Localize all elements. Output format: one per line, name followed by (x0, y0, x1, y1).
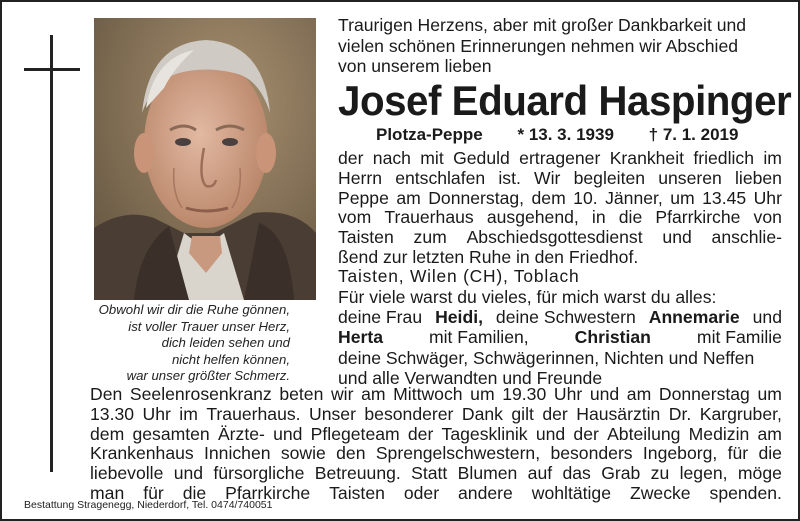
word: legen, (679, 463, 728, 484)
word: Trauerhaus. (206, 403, 301, 424)
word: Hausärztin (576, 403, 661, 424)
word: Mittwoch (393, 384, 463, 404)
word: dem (531, 187, 566, 208)
deceased-name: Josef Eduard Haspinger (338, 77, 792, 124)
word: andere (458, 482, 513, 503)
intro-line: Traurigen Herzens, aber mit großer Dankbarkeit und (338, 15, 747, 35)
word: für (727, 443, 749, 464)
word: wir (330, 384, 354, 404)
word: Krankheit (609, 148, 685, 168)
birth-date: * 13. 3. 1939 (517, 125, 614, 144)
poem-line: dich leiden sehen und (161, 335, 290, 351)
intro-text (338, 15, 782, 77)
word: und (589, 384, 620, 404)
text: deine Schwestern (491, 307, 641, 328)
word: Abteilung (607, 423, 681, 444)
word: Taisten (329, 482, 385, 503)
word: Taisten (338, 227, 394, 248)
word: der (407, 423, 434, 444)
word: und (535, 423, 566, 444)
name-heidi: Heidi, (435, 307, 483, 328)
word: im (763, 148, 782, 168)
word: Dank (461, 403, 503, 424)
word: besonderer (364, 403, 454, 424)
word: Medizin (688, 423, 750, 444)
family-line: deine Schwäger, Schwägerinnen, Nichten und Neffen (338, 347, 755, 368)
word: Dr. (668, 403, 692, 424)
life-dates (376, 125, 738, 145)
word: liebevolle (90, 463, 164, 484)
cross-icon (50, 35, 53, 472)
word: und (173, 463, 204, 484)
word: Ingeborg, (642, 443, 718, 464)
word: Sprengelschwestern, (375, 443, 541, 464)
word: Innichen (204, 443, 271, 464)
text-line (90, 425, 782, 445)
word: Blumen (457, 463, 518, 484)
poem-line: nicht helfen können, (171, 351, 290, 367)
word: Tagesklinik (441, 423, 528, 444)
word: die (182, 482, 207, 503)
word: und (273, 423, 303, 444)
intro-line: von unserem lieben (338, 56, 492, 76)
word: Pfarrkirche (655, 207, 741, 228)
word: Pflegeteam (310, 423, 400, 444)
word: Peppe (338, 187, 389, 208)
word: 13.45 (702, 187, 747, 208)
word: 19.30 (502, 384, 547, 404)
word: mit (420, 148, 444, 168)
word: begleiten (573, 167, 646, 188)
word: gilt (511, 403, 534, 424)
word: man (90, 482, 125, 503)
word: im (179, 403, 198, 424)
text-line (338, 149, 782, 169)
word: friedlich (693, 148, 754, 168)
word: lieben (735, 167, 782, 188)
word: nach (372, 148, 411, 168)
word: am (396, 187, 421, 208)
text-line (338, 169, 782, 189)
word: auf (527, 463, 553, 484)
word: die (618, 207, 643, 228)
word: und (662, 227, 692, 248)
closing-text (90, 385, 782, 504)
name-annemarie: Annemarie (648, 307, 740, 328)
word: Donnerstag, (428, 187, 525, 208)
word: Statt (411, 463, 448, 484)
death-date: † 7. 1. 2019 (648, 125, 739, 144)
word: am (757, 423, 782, 444)
nickname: Plotza-Peppe (376, 125, 483, 144)
word: zum (413, 227, 447, 248)
word: in (591, 207, 606, 228)
word: Seelenrosenkranz (129, 384, 272, 404)
word: um (470, 384, 495, 404)
text: mit Familie (692, 327, 782, 348)
word: ertragener (519, 148, 601, 168)
word: Krankenhaus (90, 443, 194, 464)
intro-line: vielen schönen Erinnerungen nehmen wir Abschied (338, 35, 739, 56)
word: Donnerstag (658, 384, 750, 404)
word: der (338, 148, 364, 168)
poem-line: Obwohl wir dir die Ruhe gönnen, (98, 302, 290, 317)
word: der (542, 403, 568, 424)
word: ausgehend, (486, 207, 579, 228)
text-line (90, 444, 782, 464)
text: mit Familien, (424, 327, 534, 348)
word: Betreuung. (314, 463, 401, 484)
word: Trauerhaus (384, 207, 474, 228)
word: entschlafen (395, 167, 486, 188)
word: dem (90, 423, 125, 444)
word: den (336, 443, 366, 464)
word: für (143, 482, 164, 503)
family-line: Für viele warst du vieles, für mich warst du alles: (338, 287, 717, 307)
word: von (753, 207, 782, 228)
text-line (90, 405, 782, 425)
text-line (90, 385, 782, 405)
word: Zwecke (629, 482, 691, 503)
word: sowie (280, 443, 326, 464)
word: um (757, 384, 782, 404)
word: Kargruber, (699, 403, 782, 424)
name-christian: Christian (574, 327, 651, 348)
family-line: und alle Verwandten und Freunde (338, 367, 603, 388)
word: Grab (601, 463, 641, 484)
word: Wir (534, 167, 561, 188)
word: beten (279, 384, 324, 404)
word: ßend zur letzten Ruhe in den Friedhof. (338, 246, 639, 267)
word: zu (650, 463, 670, 484)
word: anschlie- (711, 227, 782, 248)
word: ist. (498, 167, 521, 188)
name-herta: Herta (338, 327, 383, 348)
word: fürsorgliche (213, 463, 305, 484)
poem-line: ist voller Trauer unser Herz, (128, 318, 290, 334)
word: Uhr (142, 403, 171, 424)
text-line (338, 248, 782, 268)
word: Pfarrkirche (225, 482, 311, 503)
family-line (338, 307, 782, 327)
word: Ärzte- (217, 423, 265, 444)
word: Geduld (453, 148, 510, 168)
text-line (338, 189, 782, 209)
word: 10. (573, 187, 598, 208)
notice-text (338, 149, 782, 268)
word: unseren (658, 167, 722, 188)
word: Uhr (753, 187, 782, 208)
word: wohltätige (531, 482, 611, 503)
word: Herrn (338, 167, 382, 188)
word: Den (90, 384, 123, 404)
word: oder (403, 482, 440, 503)
places: Taisten, Wilen (CH), Toblach (338, 266, 580, 286)
poem (82, 302, 290, 385)
word: möge (737, 463, 782, 484)
word: Uhr (553, 384, 583, 404)
word: gesamten (132, 423, 210, 444)
text-line (90, 464, 782, 484)
text-line (338, 228, 782, 248)
word: vom (338, 207, 372, 228)
family-line (338, 327, 782, 347)
text: deine Frau (338, 307, 427, 328)
word: Unser (309, 403, 356, 424)
cross-icon-bar (24, 68, 80, 71)
poem-line: war unser größter Schmerz. (126, 368, 290, 384)
word: Abschiedsgottesdienst (466, 227, 643, 248)
word: besonders (550, 443, 633, 464)
word: Jänner, (605, 187, 663, 208)
word: das (562, 463, 591, 484)
word: spenden. (709, 482, 782, 503)
word: die (758, 443, 782, 464)
word: am (626, 384, 652, 404)
text: und (747, 307, 782, 328)
word: am (361, 384, 386, 404)
portrait-photo (94, 18, 316, 300)
word: 13.30 (90, 403, 135, 424)
word: um (670, 187, 695, 208)
text-line (338, 208, 782, 228)
funeral-home-footer: Bestattung Stragenegg, Niederdorf, Tel. 0474/740051 (24, 499, 273, 511)
word: der (573, 423, 599, 444)
family-list (338, 287, 782, 388)
